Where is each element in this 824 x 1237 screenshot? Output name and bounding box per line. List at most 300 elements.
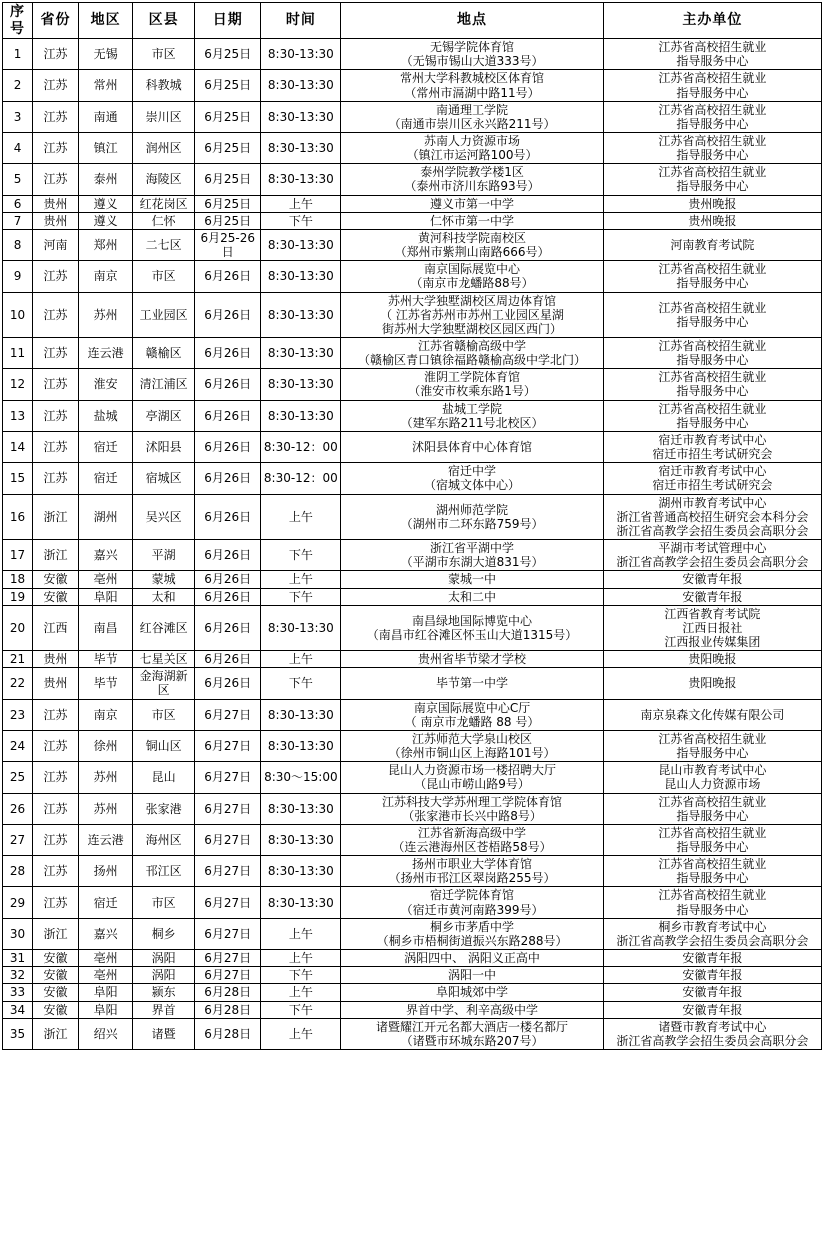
cell-date: 6月28日 [195,1001,261,1018]
cell-province: 浙江 [33,1018,79,1049]
header-no: 序号 [3,3,33,39]
cell-organizer: 安徽青年报 [603,984,821,1001]
cell-place: 南京国际展览中心C厅 （ 南京市龙蟠路 88 号） [341,699,603,730]
cell-region: 绍兴 [79,1018,133,1049]
cell-district: 金海湖新区 [133,668,195,699]
cell-time: 8:30-12：00 [261,463,341,494]
cell-province: 江苏 [33,400,79,431]
cell-province: 浙江 [33,918,79,949]
cell-date: 6月25-26日 [195,229,261,260]
cell-date: 6月27日 [195,762,261,793]
cell-date: 6月25日 [195,101,261,132]
cell-no: 16 [3,494,33,539]
cell-time: 下午 [261,1001,341,1018]
cell-date: 6月26日 [195,463,261,494]
cell-region: 连云港 [79,824,133,855]
cell-region: 阜阳 [79,1001,133,1018]
cell-province: 江苏 [33,699,79,730]
cell-district: 颍东 [133,984,195,1001]
cell-province: 安徽 [33,967,79,984]
cell-province: 贵州 [33,195,79,212]
cell-time: 8:30-13:30 [261,369,341,400]
header-organizer: 主办单位 [603,3,821,39]
cell-time: 上午 [261,950,341,967]
table-row [3,793,822,824]
header-region: 地区 [79,3,133,39]
cell-date: 6月28日 [195,984,261,1001]
table-row [3,229,822,260]
cell-time: 上午 [261,494,341,539]
table-row [3,369,822,400]
cell-place: 南昌绿地国际博览中心 （南昌市红谷滩区怀玉山大道1315号） [341,605,603,650]
cell-region: 盐城 [79,400,133,431]
cell-region: 宿迁 [79,431,133,462]
table-row [3,463,822,494]
cell-time: 8:30-13:30 [261,824,341,855]
cell-district: 市区 [133,887,195,918]
cell-no: 4 [3,132,33,163]
cell-district: 沭阳县 [133,431,195,462]
cell-district: 吴兴区 [133,494,195,539]
cell-region: 嘉兴 [79,540,133,571]
table-row [3,950,822,967]
table-header-row [3,3,822,39]
cell-region: 无锡 [79,39,133,70]
cell-organizer: 江苏省高校招生就业 指导服务中心 [603,292,821,337]
cell-time: 下午 [261,588,341,605]
cell-region: 亳州 [79,571,133,588]
cell-district: 红谷滩区 [133,605,195,650]
header-place: 地点 [341,3,603,39]
cell-region: 南昌 [79,605,133,650]
cell-region: 宿迁 [79,887,133,918]
cell-province: 江苏 [33,431,79,462]
table-row [3,651,822,668]
cell-place: 湖州师范学院 （湖州市二环东路759号） [341,494,603,539]
cell-district: 二七区 [133,229,195,260]
cell-place: 南通理工学院 （南通市崇川区永兴路211号） [341,101,603,132]
cell-time: 8:30～15:00 [261,762,341,793]
cell-district: 工业园区 [133,292,195,337]
cell-region: 连云港 [79,338,133,369]
cell-place: 苏南人力资源市场 （镇江市运河路100号） [341,132,603,163]
cell-date: 6月26日 [195,369,261,400]
cell-province: 江苏 [33,70,79,101]
cell-no: 13 [3,400,33,431]
cell-organizer: 宿迁市教育考试中心 宿迁市招生考试研究会 [603,431,821,462]
cell-region: 苏州 [79,793,133,824]
cell-region: 遵义 [79,212,133,229]
table-row [3,1018,822,1049]
cell-date: 6月27日 [195,793,261,824]
cell-province: 江苏 [33,856,79,887]
cell-place: 浙江省平湖中学 （平湖市东湖大道831号） [341,540,603,571]
cell-place: 盐城工学院 （建军东路211号北校区） [341,400,603,431]
cell-province: 江苏 [33,338,79,369]
header-province: 省份 [33,3,79,39]
table-row [3,699,822,730]
cell-province: 安徽 [33,571,79,588]
schedule-table [2,2,822,1050]
cell-district: 红花岗区 [133,195,195,212]
cell-date: 6月27日 [195,887,261,918]
cell-place: 常州大学科教城校区体育馆 （常州市滆湖中路11号） [341,70,603,101]
cell-place: 界首中学、利辛高级中学 [341,1001,603,1018]
cell-district: 崇川区 [133,101,195,132]
cell-time: 8:30-13:30 [261,338,341,369]
cell-time: 上午 [261,1018,341,1049]
cell-organizer: 江苏省高校招生就业 指导服务中心 [603,164,821,195]
cell-date: 6月26日 [195,292,261,337]
cell-organizer: 安徽青年报 [603,1001,821,1018]
cell-district: 宿城区 [133,463,195,494]
cell-region: 淮安 [79,369,133,400]
table-row [3,605,822,650]
cell-place: 涡阳四中、 涡阳义正高中 [341,950,603,967]
cell-no: 20 [3,605,33,650]
cell-time: 上午 [261,984,341,1001]
cell-organizer: 江苏省高校招生就业 指导服务中心 [603,887,821,918]
header-time: 时间 [261,3,341,39]
cell-no: 17 [3,540,33,571]
cell-time: 8:30-13:30 [261,132,341,163]
cell-organizer: 江苏省高校招生就业 指导服务中心 [603,369,821,400]
table-row [3,588,822,605]
cell-organizer: 平湖市考试管理中心 浙江省高教学会招生委员会高职分会 [603,540,821,571]
cell-province: 江苏 [33,793,79,824]
cell-date: 6月26日 [195,571,261,588]
cell-district: 涡阳 [133,967,195,984]
cell-place: 宿迁中学 （宿城文体中心） [341,463,603,494]
cell-no: 31 [3,950,33,967]
cell-organizer: 湖州市教育考试中心 浙江省普通高校招生研究会本科分会 浙江省高教学会招生委员会高职分会 [603,494,821,539]
cell-place: 无锡学院体育馆 （无锡市锡山大道333号） [341,39,603,70]
cell-district: 邗江区 [133,856,195,887]
cell-time: 8:30-13:30 [261,605,341,650]
cell-date: 6月26日 [195,494,261,539]
cell-time: 8:30-13:30 [261,400,341,431]
cell-date: 6月27日 [195,967,261,984]
cell-district: 市区 [133,261,195,292]
cell-province: 江苏 [33,39,79,70]
cell-time: 8:30-13:30 [261,730,341,761]
cell-date: 6月26日 [195,588,261,605]
cell-no: 25 [3,762,33,793]
cell-province: 贵州 [33,651,79,668]
cell-organizer: 桐乡市教育考试中心 浙江省高教学会招生委员会高职分会 [603,918,821,949]
cell-organizer: 江苏省高校招生就业 指导服务中心 [603,132,821,163]
cell-no: 3 [3,101,33,132]
cell-district: 市区 [133,699,195,730]
cell-province: 安徽 [33,588,79,605]
cell-organizer: 安徽青年报 [603,588,821,605]
cell-organizer: 贵州晚报 [603,195,821,212]
cell-region: 湖州 [79,494,133,539]
cell-organizer: 安徽青年报 [603,950,821,967]
cell-region: 阜阳 [79,984,133,1001]
cell-no: 14 [3,431,33,462]
cell-province: 江西 [33,605,79,650]
cell-date: 6月27日 [195,730,261,761]
cell-place: 南京国际展览中心 （南京市龙蟠路88号） [341,261,603,292]
table-row [3,338,822,369]
cell-organizer: 南京泉森文化传媒有限公司 [603,699,821,730]
table-row [3,668,822,699]
table-row [3,887,822,918]
table-row [3,431,822,462]
cell-region: 南京 [79,261,133,292]
table-row [3,762,822,793]
header-date: 日期 [195,3,261,39]
cell-no: 2 [3,70,33,101]
cell-time: 下午 [261,540,341,571]
cell-time: 8:30-12：00 [261,431,341,462]
cell-province: 江苏 [33,887,79,918]
table-row [3,824,822,855]
cell-time: 上午 [261,195,341,212]
cell-no: 34 [3,1001,33,1018]
cell-province: 河南 [33,229,79,260]
table-row [3,494,822,539]
cell-place: 涡阳一中 [341,967,603,984]
table-row [3,730,822,761]
cell-no: 11 [3,338,33,369]
cell-no: 6 [3,195,33,212]
cell-province: 浙江 [33,540,79,571]
cell-time: 下午 [261,212,341,229]
cell-place: 淮阴工学院体育馆 （淮安市枚乘东路1号） [341,369,603,400]
table-row [3,70,822,101]
cell-province: 江苏 [33,369,79,400]
cell-province: 江苏 [33,463,79,494]
cell-district: 科教城 [133,70,195,101]
cell-organizer: 江西省教育考试院 江西日报社 江西报业传媒集团 [603,605,821,650]
cell-province: 安徽 [33,984,79,1001]
cell-province: 浙江 [33,494,79,539]
cell-region: 毕节 [79,651,133,668]
table-body [3,39,822,1050]
cell-place: 毕节第一中学 [341,668,603,699]
cell-organizer: 江苏省高校招生就业 指导服务中心 [603,338,821,369]
cell-region: 苏州 [79,292,133,337]
cell-district: 润州区 [133,132,195,163]
table-row [3,571,822,588]
cell-time: 8:30-13:30 [261,856,341,887]
cell-district: 界首 [133,1001,195,1018]
header-district: 区县 [133,3,195,39]
table-row [3,164,822,195]
table-row [3,101,822,132]
cell-organizer: 江苏省高校招生就业 指导服务中心 [603,70,821,101]
cell-place: 蒙城一中 [341,571,603,588]
cell-place: 沭阳县体育中心体育馆 [341,431,603,462]
table-row [3,967,822,984]
table-row [3,39,822,70]
cell-no: 12 [3,369,33,400]
cell-province: 江苏 [33,164,79,195]
cell-district: 平湖 [133,540,195,571]
cell-date: 6月27日 [195,699,261,730]
cell-organizer: 江苏省高校招生就业 指导服务中心 [603,824,821,855]
cell-date: 6月25日 [195,39,261,70]
cell-district: 张家港 [133,793,195,824]
cell-province: 江苏 [33,261,79,292]
cell-organizer: 江苏省高校招生就业 指导服务中心 [603,793,821,824]
cell-district: 铜山区 [133,730,195,761]
cell-date: 6月27日 [195,950,261,967]
cell-no: 10 [3,292,33,337]
cell-date: 6月25日 [195,195,261,212]
cell-place: 诸暨耀江开元名都大酒店一楼名都厅 （诸暨市环城东路207号） [341,1018,603,1049]
cell-no: 8 [3,229,33,260]
cell-no: 18 [3,571,33,588]
table-row [3,984,822,1001]
cell-organizer: 贵阳晚报 [603,651,821,668]
cell-place: 江苏省新海高级中学 （连云港海州区苍梧路58号） [341,824,603,855]
cell-date: 6月26日 [195,338,261,369]
cell-no: 32 [3,967,33,984]
cell-place: 江苏师范大学泉山校区 （徐州市铜山区上海路101号） [341,730,603,761]
cell-place: 宿迁学院体育馆 （宿迁市黄河南路399号） [341,887,603,918]
cell-no: 30 [3,918,33,949]
cell-no: 35 [3,1018,33,1049]
cell-date: 6月27日 [195,856,261,887]
cell-organizer: 昆山市教育考试中心 昆山人力资源市场 [603,762,821,793]
cell-time: 上午 [261,571,341,588]
cell-no: 1 [3,39,33,70]
cell-place: 贵州省毕节梁才学校 [341,651,603,668]
cell-no: 27 [3,824,33,855]
cell-organizer: 贵阳晚报 [603,668,821,699]
cell-region: 毕节 [79,668,133,699]
cell-district: 海陵区 [133,164,195,195]
cell-date: 6月28日 [195,1018,261,1049]
cell-organizer: 江苏省高校招生就业 指导服务中心 [603,39,821,70]
table-row [3,261,822,292]
cell-date: 6月27日 [195,918,261,949]
cell-no: 21 [3,651,33,668]
cell-date: 6月26日 [195,651,261,668]
cell-organizer: 江苏省高校招生就业 指导服务中心 [603,856,821,887]
table-row [3,212,822,229]
cell-date: 6月25日 [195,164,261,195]
table-row [3,292,822,337]
cell-district: 涡阳 [133,950,195,967]
cell-no: 9 [3,261,33,292]
cell-province: 江苏 [33,101,79,132]
cell-district: 七星关区 [133,651,195,668]
cell-no: 24 [3,730,33,761]
cell-region: 南京 [79,699,133,730]
cell-region: 亳州 [79,950,133,967]
cell-time: 上午 [261,651,341,668]
cell-province: 贵州 [33,668,79,699]
cell-region: 亳州 [79,967,133,984]
cell-organizer: 江苏省高校招生就业 指导服务中心 [603,101,821,132]
cell-district: 诸暨 [133,1018,195,1049]
cell-no: 33 [3,984,33,1001]
cell-no: 23 [3,699,33,730]
cell-district: 清江浦区 [133,369,195,400]
cell-date: 6月25日 [195,70,261,101]
cell-region: 郑州 [79,229,133,260]
cell-no: 19 [3,588,33,605]
cell-place: 太和二中 [341,588,603,605]
cell-province: 安徽 [33,1001,79,1018]
cell-district: 太和 [133,588,195,605]
table-row [3,1001,822,1018]
cell-time: 8:30-13:30 [261,70,341,101]
cell-organizer: 安徽青年报 [603,571,821,588]
cell-time: 8:30-13:30 [261,39,341,70]
cell-region: 泰州 [79,164,133,195]
cell-date: 6月26日 [195,431,261,462]
cell-time: 8:30-13:30 [261,261,341,292]
cell-time: 8:30-13:30 [261,699,341,730]
cell-no: 7 [3,212,33,229]
cell-date: 6月26日 [195,400,261,431]
cell-district: 仁怀 [133,212,195,229]
cell-date: 6月26日 [195,668,261,699]
table-row [3,195,822,212]
cell-no: 5 [3,164,33,195]
cell-place: 仁怀市第一中学 [341,212,603,229]
cell-time: 8:30-13:30 [261,164,341,195]
cell-province: 江苏 [33,730,79,761]
cell-date: 6月26日 [195,605,261,650]
table-row [3,540,822,571]
cell-time: 上午 [261,918,341,949]
table-row [3,400,822,431]
cell-date: 6月27日 [195,824,261,855]
cell-region: 徐州 [79,730,133,761]
cell-region: 阜阳 [79,588,133,605]
cell-province: 江苏 [33,824,79,855]
cell-date: 6月25日 [195,212,261,229]
cell-date: 6月25日 [195,132,261,163]
cell-organizer: 江苏省高校招生就业 指导服务中心 [603,730,821,761]
cell-region: 镇江 [79,132,133,163]
cell-province: 江苏 [33,132,79,163]
cell-place: 昆山人力资源市场一楼招聘大厅 （昆山市崂山路9号） [341,762,603,793]
cell-district: 昆山 [133,762,195,793]
cell-place: 遵义市第一中学 [341,195,603,212]
cell-time: 8:30-13:30 [261,229,341,260]
cell-province: 江苏 [33,762,79,793]
cell-no: 26 [3,793,33,824]
cell-province: 贵州 [33,212,79,229]
cell-place: 江苏科技大学苏州理工学院体育馆 （张家港市长兴中路8号） [341,793,603,824]
cell-district: 亭湖区 [133,400,195,431]
cell-time: 8:30-13:30 [261,101,341,132]
cell-organizer: 诸暨市教育考试中心 浙江省高教学会招生委员会高职分会 [603,1018,821,1049]
cell-time: 8:30-13:30 [261,292,341,337]
cell-place: 苏州大学独墅湖校区周边体育馆 （ 江苏省苏州市苏州工业园区星湖 街苏州大学独墅湖校区园区西门） [341,292,603,337]
cell-region: 常州 [79,70,133,101]
cell-place: 桐乡市茅盾中学 （桐乡市梧桐街道振兴东路288号） [341,918,603,949]
cell-place: 江苏省赣榆高级中学 （赣榆区青口镇徐福路赣榆高级中学北门） [341,338,603,369]
cell-region: 嘉兴 [79,918,133,949]
cell-time: 8:30-13:30 [261,793,341,824]
cell-time: 下午 [261,967,341,984]
cell-province: 江苏 [33,292,79,337]
cell-place: 泰州学院教学楼1区 （泰州市济川东路93号） [341,164,603,195]
cell-no: 28 [3,856,33,887]
cell-no: 22 [3,668,33,699]
cell-district: 蒙城 [133,571,195,588]
cell-place: 扬州市职业大学体育馆 （扬州市邗江区翠岗路255号） [341,856,603,887]
cell-organizer: 江苏省高校招生就业 指导服务中心 [603,261,821,292]
